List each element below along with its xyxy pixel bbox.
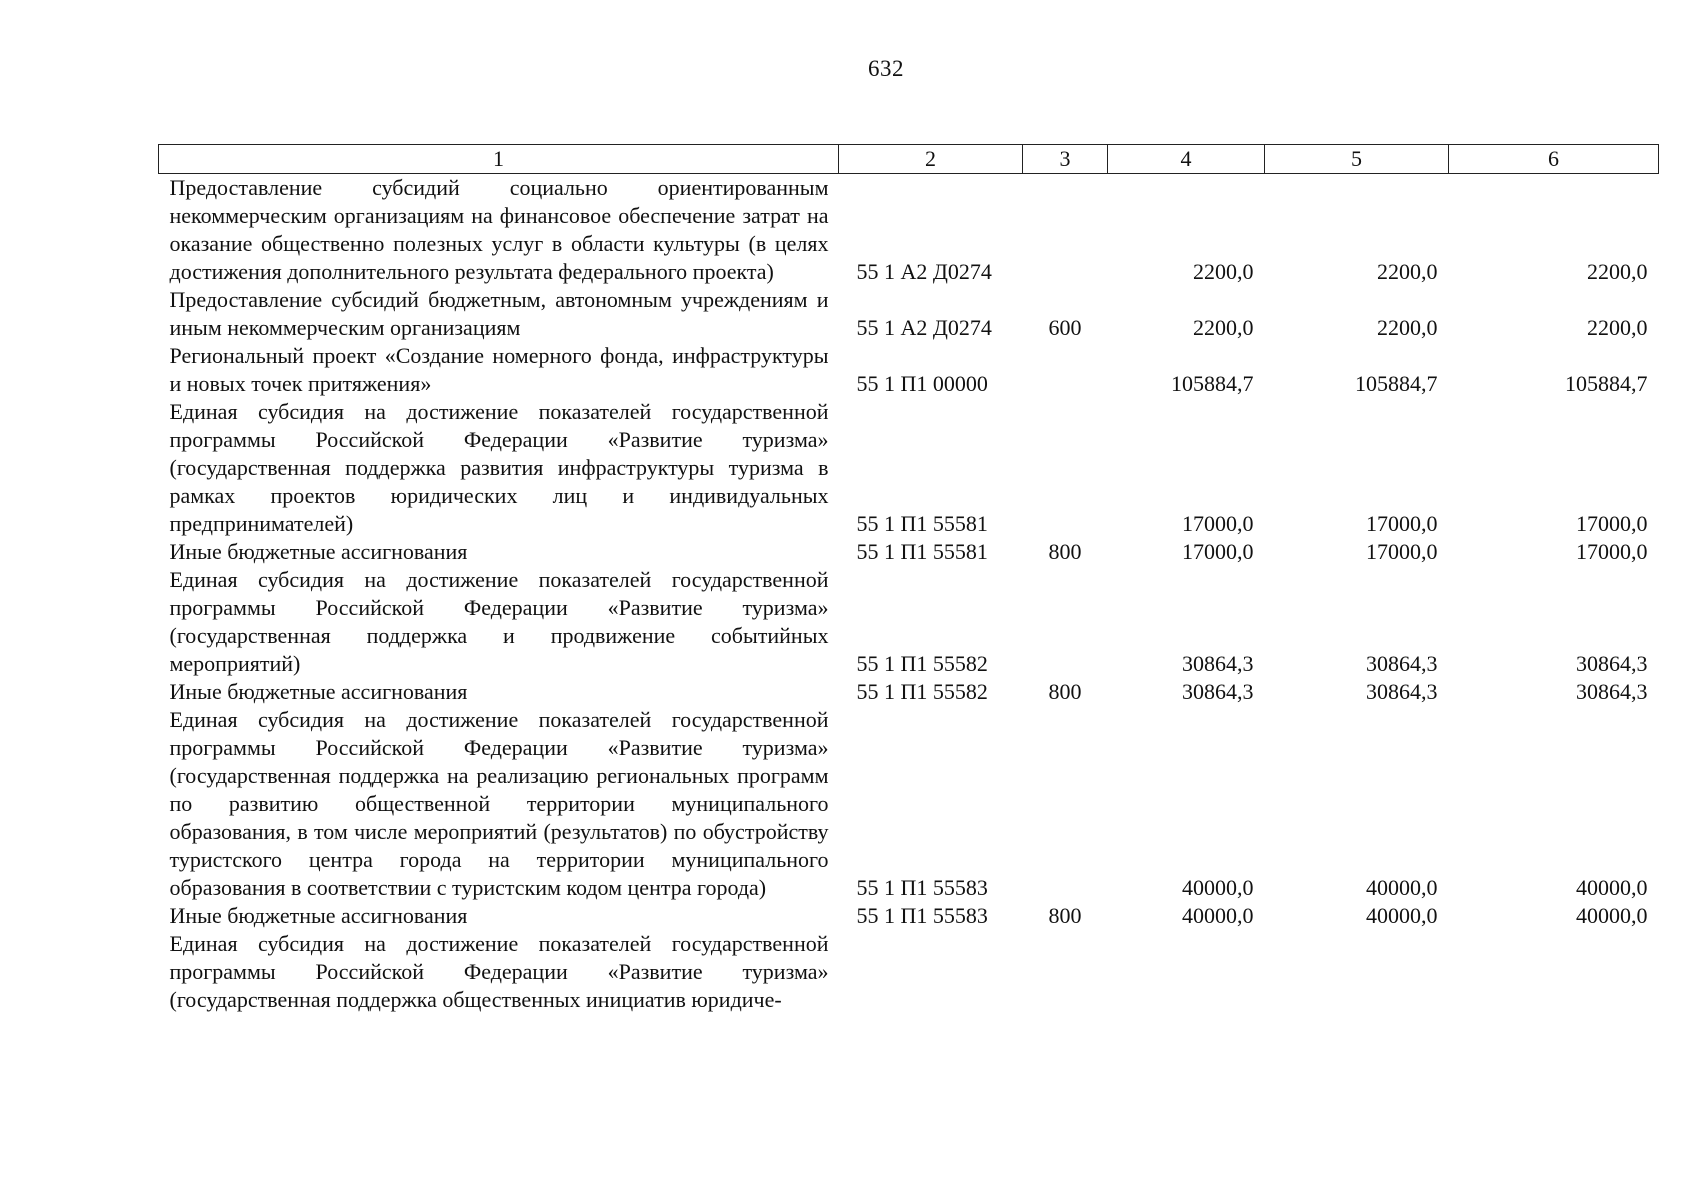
row-expense-type xyxy=(1023,342,1108,398)
row-code: 55 1 П1 55581 xyxy=(856,539,988,564)
row-name: Предоставление субсидий социально ориентированным некоммерческим организациям на финансовое обеспечение затрат на оказание общественно полезных услуг в области культуры (в целях достижения дополнительного результата федерального проекта) xyxy=(169,175,829,284)
row-value-3: 2200,0 xyxy=(1587,259,1648,284)
row-value-1: 40000,0 xyxy=(1182,903,1254,928)
row-code: 55 1 П1 55581 xyxy=(856,511,988,536)
row-value-3: 17000,0 xyxy=(1576,511,1648,536)
row-code: 55 1 А2 Д0274 xyxy=(856,315,992,340)
row-code: 55 1 П1 00000 xyxy=(856,371,988,396)
row-code xyxy=(839,930,1023,1014)
row-name: Иные бюджетные ассигнования xyxy=(169,679,468,704)
table-row xyxy=(159,398,1659,538)
row-value-2: 105884,7 xyxy=(1355,371,1438,396)
row-expense-type: 600 xyxy=(1048,315,1082,340)
column-header-5: 5 xyxy=(1265,145,1449,174)
column-header-3: 3 xyxy=(1023,145,1108,174)
row-name: Региональный проект «Создание номерного фонда, инфраструктуры и новых точек притяжения» xyxy=(169,343,829,396)
row-value-2: 17000,0 xyxy=(1366,511,1438,536)
row-expense-type xyxy=(1023,930,1108,1014)
table-row xyxy=(159,566,1659,678)
table-row xyxy=(159,286,1659,342)
table-row xyxy=(159,174,1659,287)
row-expense-type: 800 xyxy=(1048,679,1082,704)
row-value-3: 2200,0 xyxy=(1587,315,1648,340)
row-value-2: 2200,0 xyxy=(1377,315,1438,340)
row-expense-type xyxy=(1023,706,1108,902)
row-value-3: 105884,7 xyxy=(1565,371,1648,396)
row-name: Единая субсидия на достижение показателей государственной программы Российской Федерации «Развитие туризма» (государственная поддержка и продвижение событийных мероприятий) xyxy=(169,567,829,676)
table-body xyxy=(159,174,1659,1015)
row-value-1: 105884,7 xyxy=(1171,371,1254,396)
row-value-3: 17000,0 xyxy=(1576,539,1648,564)
row-value-3: 30864,3 xyxy=(1576,679,1648,704)
row-value-3 xyxy=(1449,930,1659,1014)
row-expense-type xyxy=(1023,566,1108,678)
row-code: 55 1 П1 55582 xyxy=(856,679,988,704)
row-code: 55 1 А2 Д0274 xyxy=(856,259,992,284)
row-value-2: 40000,0 xyxy=(1366,875,1438,900)
header-row xyxy=(159,145,1659,174)
row-name: Единая субсидия на достижение показателей государственной программы Российской Федерации «Развитие туризма» (государственная поддержка на реализацию региональных программ по развитию общественной территории муниципального образования, в том числе мероприятий (результатов) по обустройству туристского центра города на территории муниципального образования в соответствии с туристским кодом центра города) xyxy=(169,707,829,900)
row-value-2: 40000,0 xyxy=(1366,903,1438,928)
row-value-3: 30864,3 xyxy=(1576,651,1648,676)
table-row xyxy=(159,678,1659,706)
column-header-6: 6 xyxy=(1449,145,1659,174)
page-number: 632 xyxy=(868,56,904,81)
row-expense-type xyxy=(1023,398,1108,538)
row-name: Единая субсидия на достижение показателей государственной программы Российской Федерации «Развитие туризма» (государственная поддержка развития инфраструктуры туризма в рамках проектов юридических лиц и индивидуальных предпринимателей) xyxy=(169,399,829,536)
row-value-1: 2200,0 xyxy=(1193,315,1254,340)
row-value-3: 40000,0 xyxy=(1576,903,1648,928)
column-header-2: 2 xyxy=(839,145,1023,174)
table-row xyxy=(159,342,1659,398)
row-expense-type: 800 xyxy=(1048,903,1082,928)
row-name: Единая субсидия на достижение показателей государственной программы Российской Федерации «Развитие туризма» (государственная поддержка общественных инициатив юридиче- xyxy=(169,931,829,1012)
row-value-1: 40000,0 xyxy=(1182,875,1254,900)
row-value-2: 30864,3 xyxy=(1366,651,1438,676)
row-value-1: 2200,0 xyxy=(1193,259,1254,284)
table-row xyxy=(159,706,1659,902)
row-value-2: 30864,3 xyxy=(1366,679,1438,704)
table-header xyxy=(159,145,1659,174)
row-value-1 xyxy=(1108,930,1265,1014)
table-row xyxy=(159,902,1659,930)
column-header-1: 1 xyxy=(159,145,839,174)
row-value-1: 30864,3 xyxy=(1182,679,1254,704)
row-code: 55 1 П1 55583 xyxy=(856,903,988,928)
row-value-2: 2200,0 xyxy=(1377,259,1438,284)
row-name: Иные бюджетные ассигнования xyxy=(169,539,468,564)
row-value-3: 40000,0 xyxy=(1576,875,1648,900)
row-value-2 xyxy=(1265,930,1449,1014)
table-row xyxy=(159,538,1659,566)
row-value-1: 17000,0 xyxy=(1182,539,1254,564)
row-name: Иные бюджетные ассигнования xyxy=(169,903,468,928)
row-code: 55 1 П1 55583 xyxy=(856,875,988,900)
row-value-1: 17000,0 xyxy=(1182,511,1254,536)
row-expense-type xyxy=(1023,174,1108,287)
row-value-2: 17000,0 xyxy=(1366,539,1438,564)
row-code: 55 1 П1 55582 xyxy=(856,651,988,676)
column-header-4: 4 xyxy=(1108,145,1265,174)
table-row xyxy=(159,930,1659,1014)
row-expense-type: 800 xyxy=(1048,539,1082,564)
row-name: Предоставление субсидий бюджетным, автономным учреждениям и иным некоммерческим организациям xyxy=(169,287,829,340)
row-value-1: 30864,3 xyxy=(1182,651,1254,676)
budget-table xyxy=(158,144,1659,1014)
